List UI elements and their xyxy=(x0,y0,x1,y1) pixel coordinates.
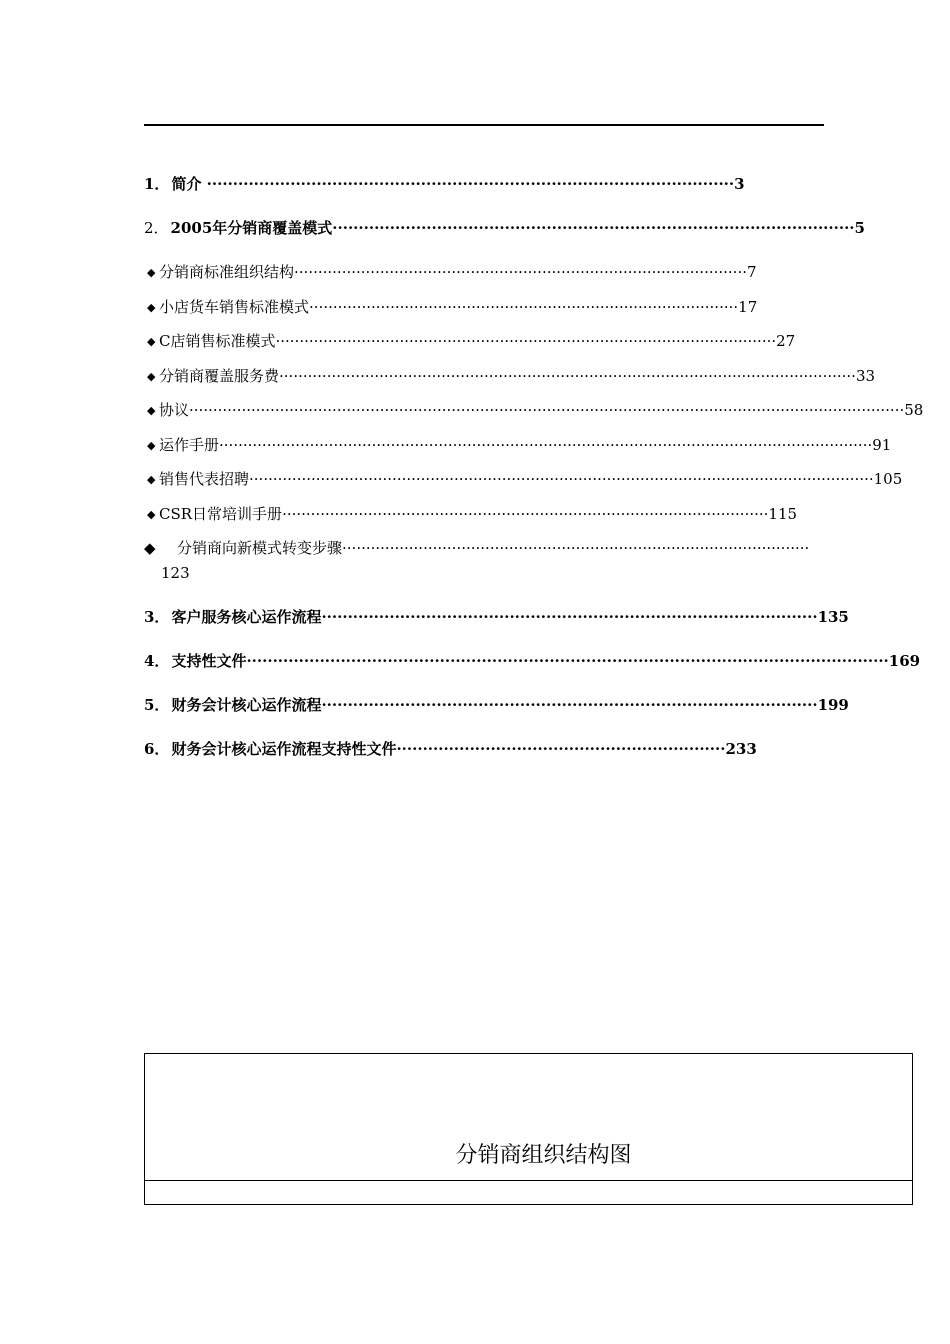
toc-subitem-title: 分销商向新模式转变步骤 xyxy=(177,539,343,557)
diamond-bullet-icon: ◆ xyxy=(144,539,156,557)
toc-subitem-3[interactable] xyxy=(147,331,797,352)
toc-leader-dots: ······································································································ xyxy=(282,505,769,523)
toc-subitem-title: 协议 xyxy=(159,401,190,419)
toc-item-5[interactable] xyxy=(144,695,849,715)
diamond-bullet-icon: ◆ xyxy=(147,301,156,314)
toc-item-title: 简介 xyxy=(171,175,202,193)
toc-page-number: 91 xyxy=(872,436,892,454)
toc-page-number: 233 xyxy=(725,740,757,758)
org-chart-frame xyxy=(144,1053,913,1205)
toc-page-number: 169 xyxy=(888,652,921,670)
toc-page-number: 27 xyxy=(776,332,796,350)
toc-leader-dots: ······························································································· xyxy=(294,263,747,281)
diamond-bullet-icon: ◆ xyxy=(147,266,156,279)
toc-page-number: 105 xyxy=(873,470,903,488)
toc-subitem-8[interactable] xyxy=(147,504,807,525)
toc-leader-dots: ··································································································································· xyxy=(249,470,874,488)
toc-leader-dots: ·································································································· xyxy=(342,539,810,557)
toc-item-title: 财务会计核心运作流程 xyxy=(171,696,322,714)
toc-subitem-title: 小店货车销售标准模式 xyxy=(159,298,310,316)
toc-leader-dots: ··························································································································· xyxy=(246,652,889,670)
toc-leader-dots: ········································································································· xyxy=(275,332,777,350)
toc-subitem-1[interactable] xyxy=(147,262,807,283)
toc-subitem-title: C店销售标准模式 xyxy=(159,332,276,350)
toc-item-number: 1． xyxy=(144,175,170,193)
toc-page-number: 7 xyxy=(746,263,757,281)
toc-subitem-6[interactable] xyxy=(147,435,892,456)
toc-page-number: 123 xyxy=(161,564,190,582)
diamond-bullet-icon: ◆ xyxy=(147,370,156,383)
toc-subitem-title: 分销商标准组织结构 xyxy=(159,263,295,281)
toc-subitem-title: 运作手册 xyxy=(159,436,220,454)
toc-leader-dots: ······················································································································································ xyxy=(189,401,905,419)
toc-subitem-7[interactable] xyxy=(147,469,903,490)
toc-leader-dots: ······························································· xyxy=(396,740,726,758)
toc-subitem-title: 分销商覆盖服务费 xyxy=(159,367,280,385)
toc-page-number: 5 xyxy=(854,219,865,237)
diamond-bullet-icon: ◆ xyxy=(147,335,156,348)
toc-item-1[interactable] xyxy=(144,174,794,194)
toc-item-number: 6． xyxy=(144,740,170,758)
toc-leader-dots: ········································································································································· xyxy=(219,436,873,454)
toc-leader-dots: ···································································································· xyxy=(332,219,855,237)
toc-item-4[interactable] xyxy=(144,651,921,671)
toc-item-number: 4． xyxy=(144,652,170,670)
toc-page-number: 135 xyxy=(817,608,849,626)
header-rule xyxy=(144,124,824,126)
diamond-bullet-icon: ◆ xyxy=(147,508,156,521)
toc-subitem-9[interactable] xyxy=(144,538,810,558)
toc-leader-dots: ························································································································· xyxy=(279,367,856,385)
diamond-bullet-icon: ◆ xyxy=(147,439,156,452)
toc-item-6[interactable] xyxy=(144,739,799,759)
toc-item-title: 2005年分销商覆盖模式 xyxy=(170,219,333,237)
toc-page-number: 58 xyxy=(904,401,924,419)
toc-item-number: 3． xyxy=(144,608,170,626)
toc-leader-dots: ······························································································· xyxy=(321,696,818,714)
toc-leader-dots: ······························································································· xyxy=(321,608,818,626)
diamond-bullet-icon: ◆ xyxy=(147,404,156,417)
toc-item-title: 客户服务核心运作流程 xyxy=(171,608,322,626)
toc-leader-dots: ·························································································· xyxy=(309,298,739,316)
toc-item-title: 财务会计核心运作流程支持性文件 xyxy=(171,740,397,758)
toc-subitem-title: CSR日常培训手册 xyxy=(159,505,283,523)
toc-subitem-5[interactable] xyxy=(147,400,924,421)
diamond-bullet-icon: ◆ xyxy=(147,473,156,486)
toc-item-title: 支持性文件 xyxy=(171,652,247,670)
org-chart-title: 分销商组织结构图 xyxy=(455,1143,632,1168)
toc-subitem-2[interactable] xyxy=(147,297,799,318)
toc-page-number: 199 xyxy=(817,696,849,714)
toc-item-3[interactable] xyxy=(144,607,849,627)
org-chart-divider xyxy=(145,1180,912,1181)
toc-item-2[interactable] xyxy=(144,218,865,238)
toc-subitem-4[interactable] xyxy=(147,366,876,387)
toc-leader-dots: ····································································································· xyxy=(201,175,735,193)
toc-item-number: 5． xyxy=(144,696,170,714)
toc-subitem-title: 销售代表招聘 xyxy=(159,470,250,488)
toc-page-number: 33 xyxy=(855,367,876,385)
toc-item-number: 2． xyxy=(144,219,169,237)
toc-page-number: 115 xyxy=(768,505,798,523)
toc-page-number: 17 xyxy=(738,298,758,316)
toc-page-number: 3 xyxy=(734,175,745,193)
